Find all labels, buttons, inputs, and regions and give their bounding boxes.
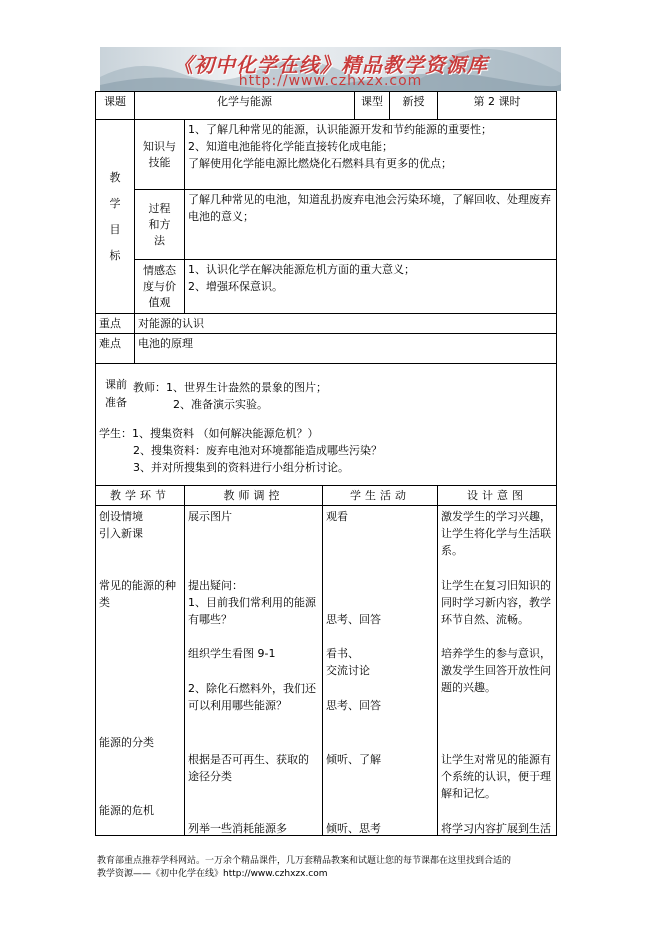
- lesson-type-label: 课型: [355, 92, 390, 120]
- teacher-question-2: 2、除化石燃料外，我们还可以利用哪些能源？: [188, 682, 316, 712]
- prep-student-2: 2、搜集资料：废弃电池对环境都能造成哪些污染？: [133, 444, 382, 457]
- section-energy-classification: 能源的分类: [99, 736, 154, 749]
- difficulty-label: 难点: [96, 334, 135, 364]
- emotion-label: 情感态度与价值观: [135, 260, 185, 314]
- prep-teacher-2: 2、准备演示实验。: [173, 398, 268, 411]
- intent-interest: 激发学生的学习兴趣，让学生将化学与生活联系。: [441, 510, 552, 557]
- prep-student-1: 学生：1、搜集资料 （如何解决能源危机？）: [99, 427, 319, 440]
- col-header-stage: 教学环节: [96, 486, 185, 506]
- student-listen-think: 倾听、思考: [326, 822, 381, 835]
- knowledge-label: 知识与技能: [135, 120, 185, 190]
- student-read: 看书、: [326, 647, 359, 660]
- footer-line-2[interactable]: 教学资源——《初中化学在线》http://www.czhxzx.com: [97, 869, 328, 879]
- student-listen: 倾听、了解: [326, 753, 381, 766]
- student-column: [323, 506, 438, 836]
- banner-title: 《初中化学在线》精品教学资源库: [173, 53, 488, 77]
- teacher-show-pictures: 展示图片: [188, 510, 232, 523]
- student-discuss: 交流讨论: [326, 664, 370, 677]
- section-energy-types: 常见的能源的种类: [99, 579, 176, 609]
- topic-value: 化学与能源: [135, 92, 355, 120]
- prep-student-3: 3、并对所搜集到的资料进行小组分析讨论。: [133, 461, 349, 474]
- intent-participation: 培养学生的参与意识，激发学生回答开放性问题的兴趣。: [441, 647, 552, 694]
- section-create-scene: 创设情境: [99, 510, 143, 523]
- page-footer: [97, 855, 567, 881]
- section-energy-crisis: 能源的危机: [99, 804, 154, 817]
- student-think-answer-2: 思考、回答: [326, 699, 381, 712]
- intent-extend: 将学习内容扩展到生活: [441, 822, 552, 835]
- prep-section: [96, 364, 557, 486]
- class-period: 第 2 课时: [438, 92, 557, 120]
- header-banner: [100, 47, 561, 91]
- prep-label: 课前准备: [105, 378, 127, 409]
- section-intro: 引入新课: [99, 527, 143, 540]
- knowledge-content: 1、了解几种常见的能源，认识能源开发和节约能源的重要性； 2、知道电池能将化学能直接转化成电能； 了解使用化学能电源比燃烧化石燃料具有更多的优点；: [185, 120, 557, 190]
- topic-label: 课题: [96, 92, 135, 120]
- stage-column: [96, 506, 185, 836]
- lesson-type-value: 新授: [390, 92, 438, 120]
- difficulty-content: 电池的原理: [135, 334, 557, 364]
- intent-system: 让学生对常见的能源有个系统的认识，便于理解和记忆。: [441, 753, 552, 800]
- teacher-question-1: 1、目前我们常利用的能源有哪些？: [188, 596, 316, 626]
- teacher-list: 列举一些消耗能源多: [188, 822, 287, 835]
- lesson-plan-table: [95, 91, 557, 836]
- key-point-label: 重点: [96, 314, 135, 334]
- teacher-organize: 组织学生看图 9-1: [188, 647, 276, 660]
- process-label: 过程和方法: [135, 190, 185, 260]
- footer-line-1: 教育部重点推荐学科网站。一万余个精品课件，几万套精品教案和试题让您的每节课都在这里找到合适的: [97, 856, 512, 866]
- prep-teacher-1: 教师：1、世界生计盎然的景象的图片；: [133, 381, 327, 394]
- emotion-content: 1、认识化学在解决能源危机方面的重大意义； 2、增强环保意识。: [185, 260, 557, 314]
- objectives-label: 教学目标: [96, 120, 135, 314]
- student-watch: 观看: [326, 510, 348, 523]
- col-header-teacher: 教师调控: [185, 486, 323, 506]
- teacher-classify: 根据是否可再生、获取的途径分类: [188, 753, 309, 783]
- col-header-intent: 设计意图: [438, 486, 557, 506]
- process-content: 了解几种常见的电池，知道乱扔废弃电池会污染环境，了解回收、处理废弃电池的意义；: [185, 190, 557, 260]
- key-point-content: 对能源的认识: [135, 314, 557, 334]
- col-header-student: 学生活动: [323, 486, 438, 506]
- banner-url[interactable]: http://www.czhxzx.com: [238, 73, 423, 89]
- teacher-ask: 提出疑问：: [188, 579, 243, 592]
- teacher-column: [185, 506, 323, 836]
- intent-review: 让学生在复习旧知识的同时学习新内容，教学环节自然、流畅。: [441, 579, 552, 626]
- student-think-answer-1: 思考、回答: [326, 613, 381, 626]
- intent-column: [438, 506, 557, 836]
